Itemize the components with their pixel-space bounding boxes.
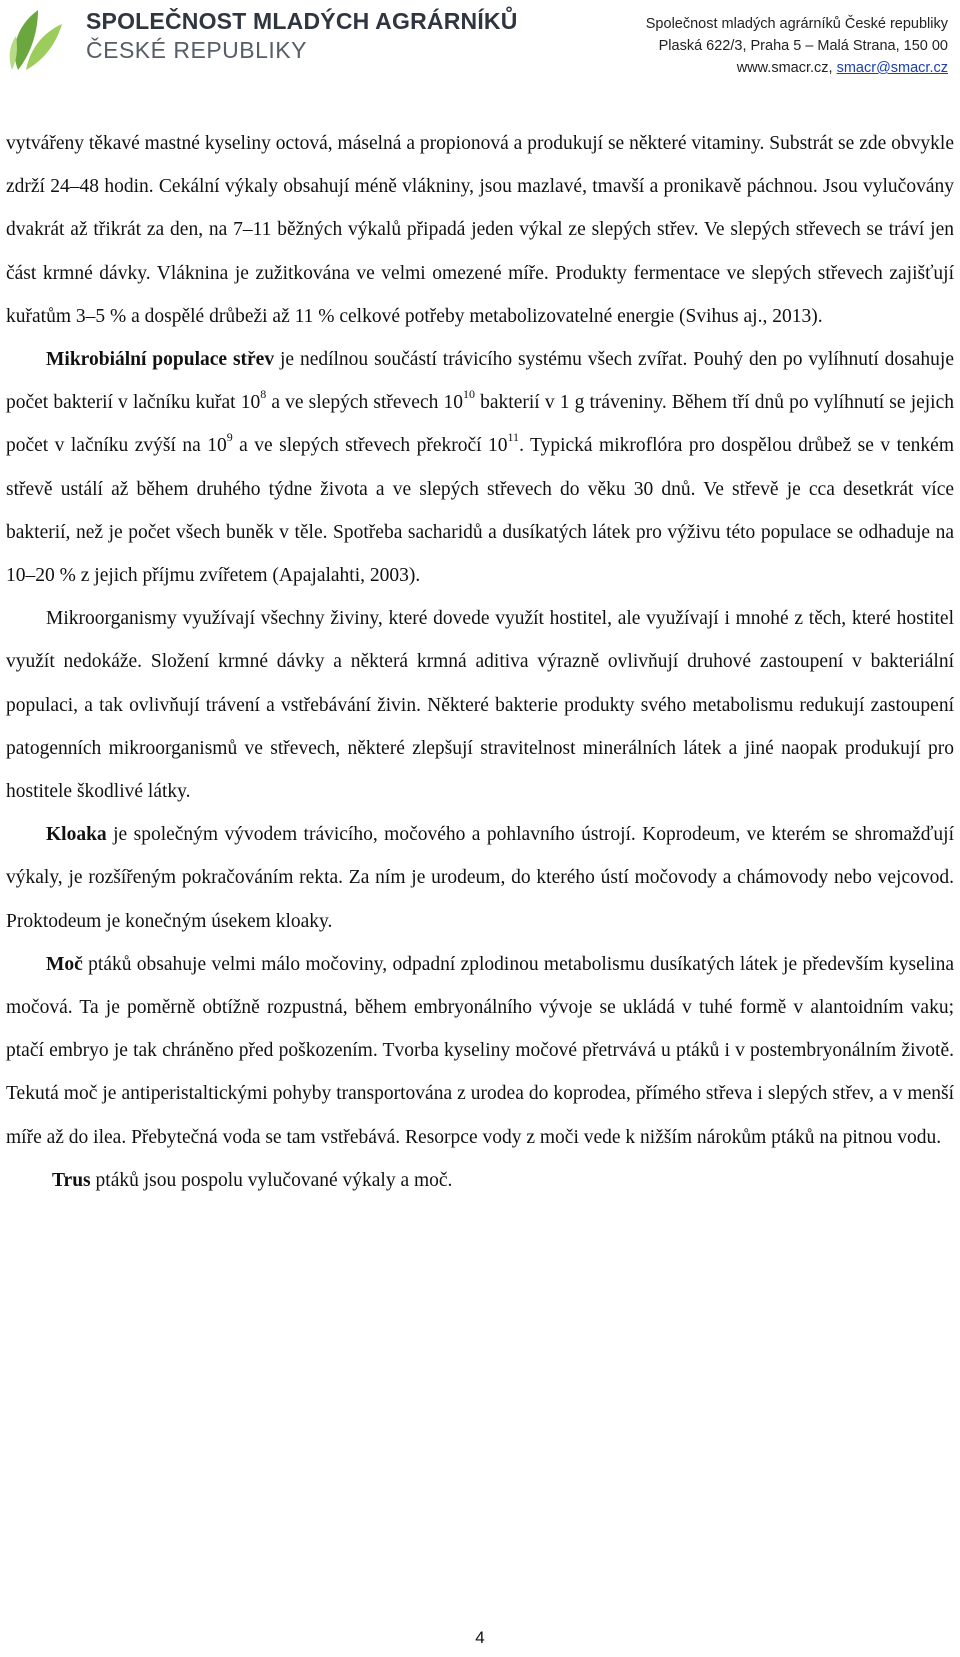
paragraph-fermentation: vytvářeny těkavé mastné kyseliny octová, máselná a propionová a produkují se některé vitaminy. Substrát se zde obvykle zdrží 24–48 hodin. Cekální výkaly obsahují méně vlákniny, jsou mazlavé, tmavší a pronikavě páchnou. Jsou vylučovány dvakrát až třikrát za den, na 7–11 běžných výkalů připadá jeden výkal ze slepých střev. Ve slepých střevech se tráví jen část krmné dávky. Vláknina je zužitkována ve velmi omezené míře. Produkty fermentace ve slepých střevech zajišťují kuřatům 3–5 % a dospělé drůbeži až 11 % celkové potřeby metabolizovatelné energie (Svihus aj., 2013). — [6, 133, 954, 327]
paragraph-text: ptáků jsou pospolu vylučované výkaly a moč. — [90, 1169, 453, 1191]
page-header — [0, 0, 960, 90]
term-droppings: Trus — [52, 1169, 91, 1191]
paragraph-text: ptáků obsahuje velmi málo močoviny, odpadní zplodinou metabolismu dusíkatých látek je především kyselina močová. Ta je poměrně obtížně rozpustná, během embryonálního vývoje se ukládá v tuhé formě v alantoidním vaku; ptačí embryo je tak chráněno před poškozením. Tvorba kyseliny močové přetrvává u ptáků i v postembryonálním životě. Tekutá moč je antiperistaltickými pohyby transportována z urodea do koprodea, přímého střeva i slepých střev, a v menší míře až do ilea. Přebytečná voda se tam vstřebává. Resorpce vody z moči vede k nižším nárokům ptáků na pitnou vodu. — [6, 953, 954, 1148]
paragraph-text: . Typická mikroflóra pro dospělou drůbež se v tenkém střevě ustálí až během druhého týdne života a ve slepých střevech do věku 30 dnů. Ve střevě je cca desetkrát více bakterií, než je počet všech buněk v těle. Spotřeba sacharidů a dusíkatých látek pro výživu této populace se odhaduje na 10–20 % z jejich příjmu zvířetem (Apajalahti, 2003). — [6, 435, 954, 587]
email-link[interactable]: smacr@smacr.cz — [836, 60, 948, 76]
term-microbial-population: Mikrobiální populace střev — [46, 349, 275, 371]
contact-org: Společnost mladých agrárníků České republiky — [645, 16, 948, 32]
paragraph-droppings — [6, 1159, 954, 1202]
page-number: 4 — [475, 1628, 485, 1647]
leaf-logo-icon — [8, 6, 64, 72]
paragraph-text: je nedílnou součástí trávicího systému všech zvířat. Pouhý den po vylíhnutí dosahuje počet bakterií v lačníku kuřat 10 — [6, 349, 954, 414]
paragraph-cloaca — [6, 813, 954, 943]
contact-web — [646, 57, 948, 79]
document-body — [6, 122, 954, 1202]
exponent: 11 — [507, 429, 520, 444]
organization-name-line1: SPOLEČNOST MLADÝCH AGRÁRNÍKŮ — [86, 8, 518, 34]
paragraph-text: a ve slepých střevech překročí 10 — [232, 435, 508, 457]
term-urine: Moč — [46, 953, 83, 975]
organization-name — [86, 10, 518, 62]
website-link[interactable]: www.smacr.cz — [736, 60, 829, 76]
contact-address: Plaská 622/3, Praha 5 – Malá Strana, 150 00 — [658, 38, 948, 54]
paragraph-microbial-population — [6, 338, 954, 597]
contact-block — [646, 13, 948, 79]
contact-separator: , — [828, 60, 837, 76]
term-cloaca: Kloaka — [46, 824, 107, 846]
organization-name-line2: ČESKÉ REPUBLIKY — [86, 37, 307, 63]
paragraph-text: a ve slepých střevech 10 — [266, 392, 463, 414]
exponent: 10 — [463, 386, 475, 401]
paragraph-text: bakterií v 1 g tráveniny. Během tří dnů po vylíhnutí se jejich počet v lačníku zvýší na 10 — [6, 392, 955, 457]
exponent: 9 — [226, 429, 233, 444]
paragraph-text: je společným vývodem trávicího, močového a pohlavního ústrojí. Koprodeum, ve kterém se shromažďují výkaly, je rozšířeným pokračováním rekta. Za ním je urodeum, do kterého ústí močovody a chámovody nebo vejcovod. Proktodeum je konečným úsekem kloaky. — [6, 824, 954, 932]
exponent: 8 — [260, 386, 267, 401]
paragraph-urine — [6, 943, 954, 1159]
paragraph-microorganisms: Mikroorganismy využívají všechny živiny, které dovede využít hostitel, ale využívají i mnohé z těch, které hostitel využít nedokáže. Složení krmné dávky a některá krmná aditiva výrazně ovlivňují druhové zastoupení v bakteriální populaci, a tak ovlivňují trávení a vstřebávání živin. Některé bakterie produkty svého metabolismu redukují zastoupení patogenních mikroorganismů ve střevech, některé zlepšují stravitelnost minerálních látek a jiné naopak produkují pro hostitele škodlivé látky. — [6, 608, 954, 803]
